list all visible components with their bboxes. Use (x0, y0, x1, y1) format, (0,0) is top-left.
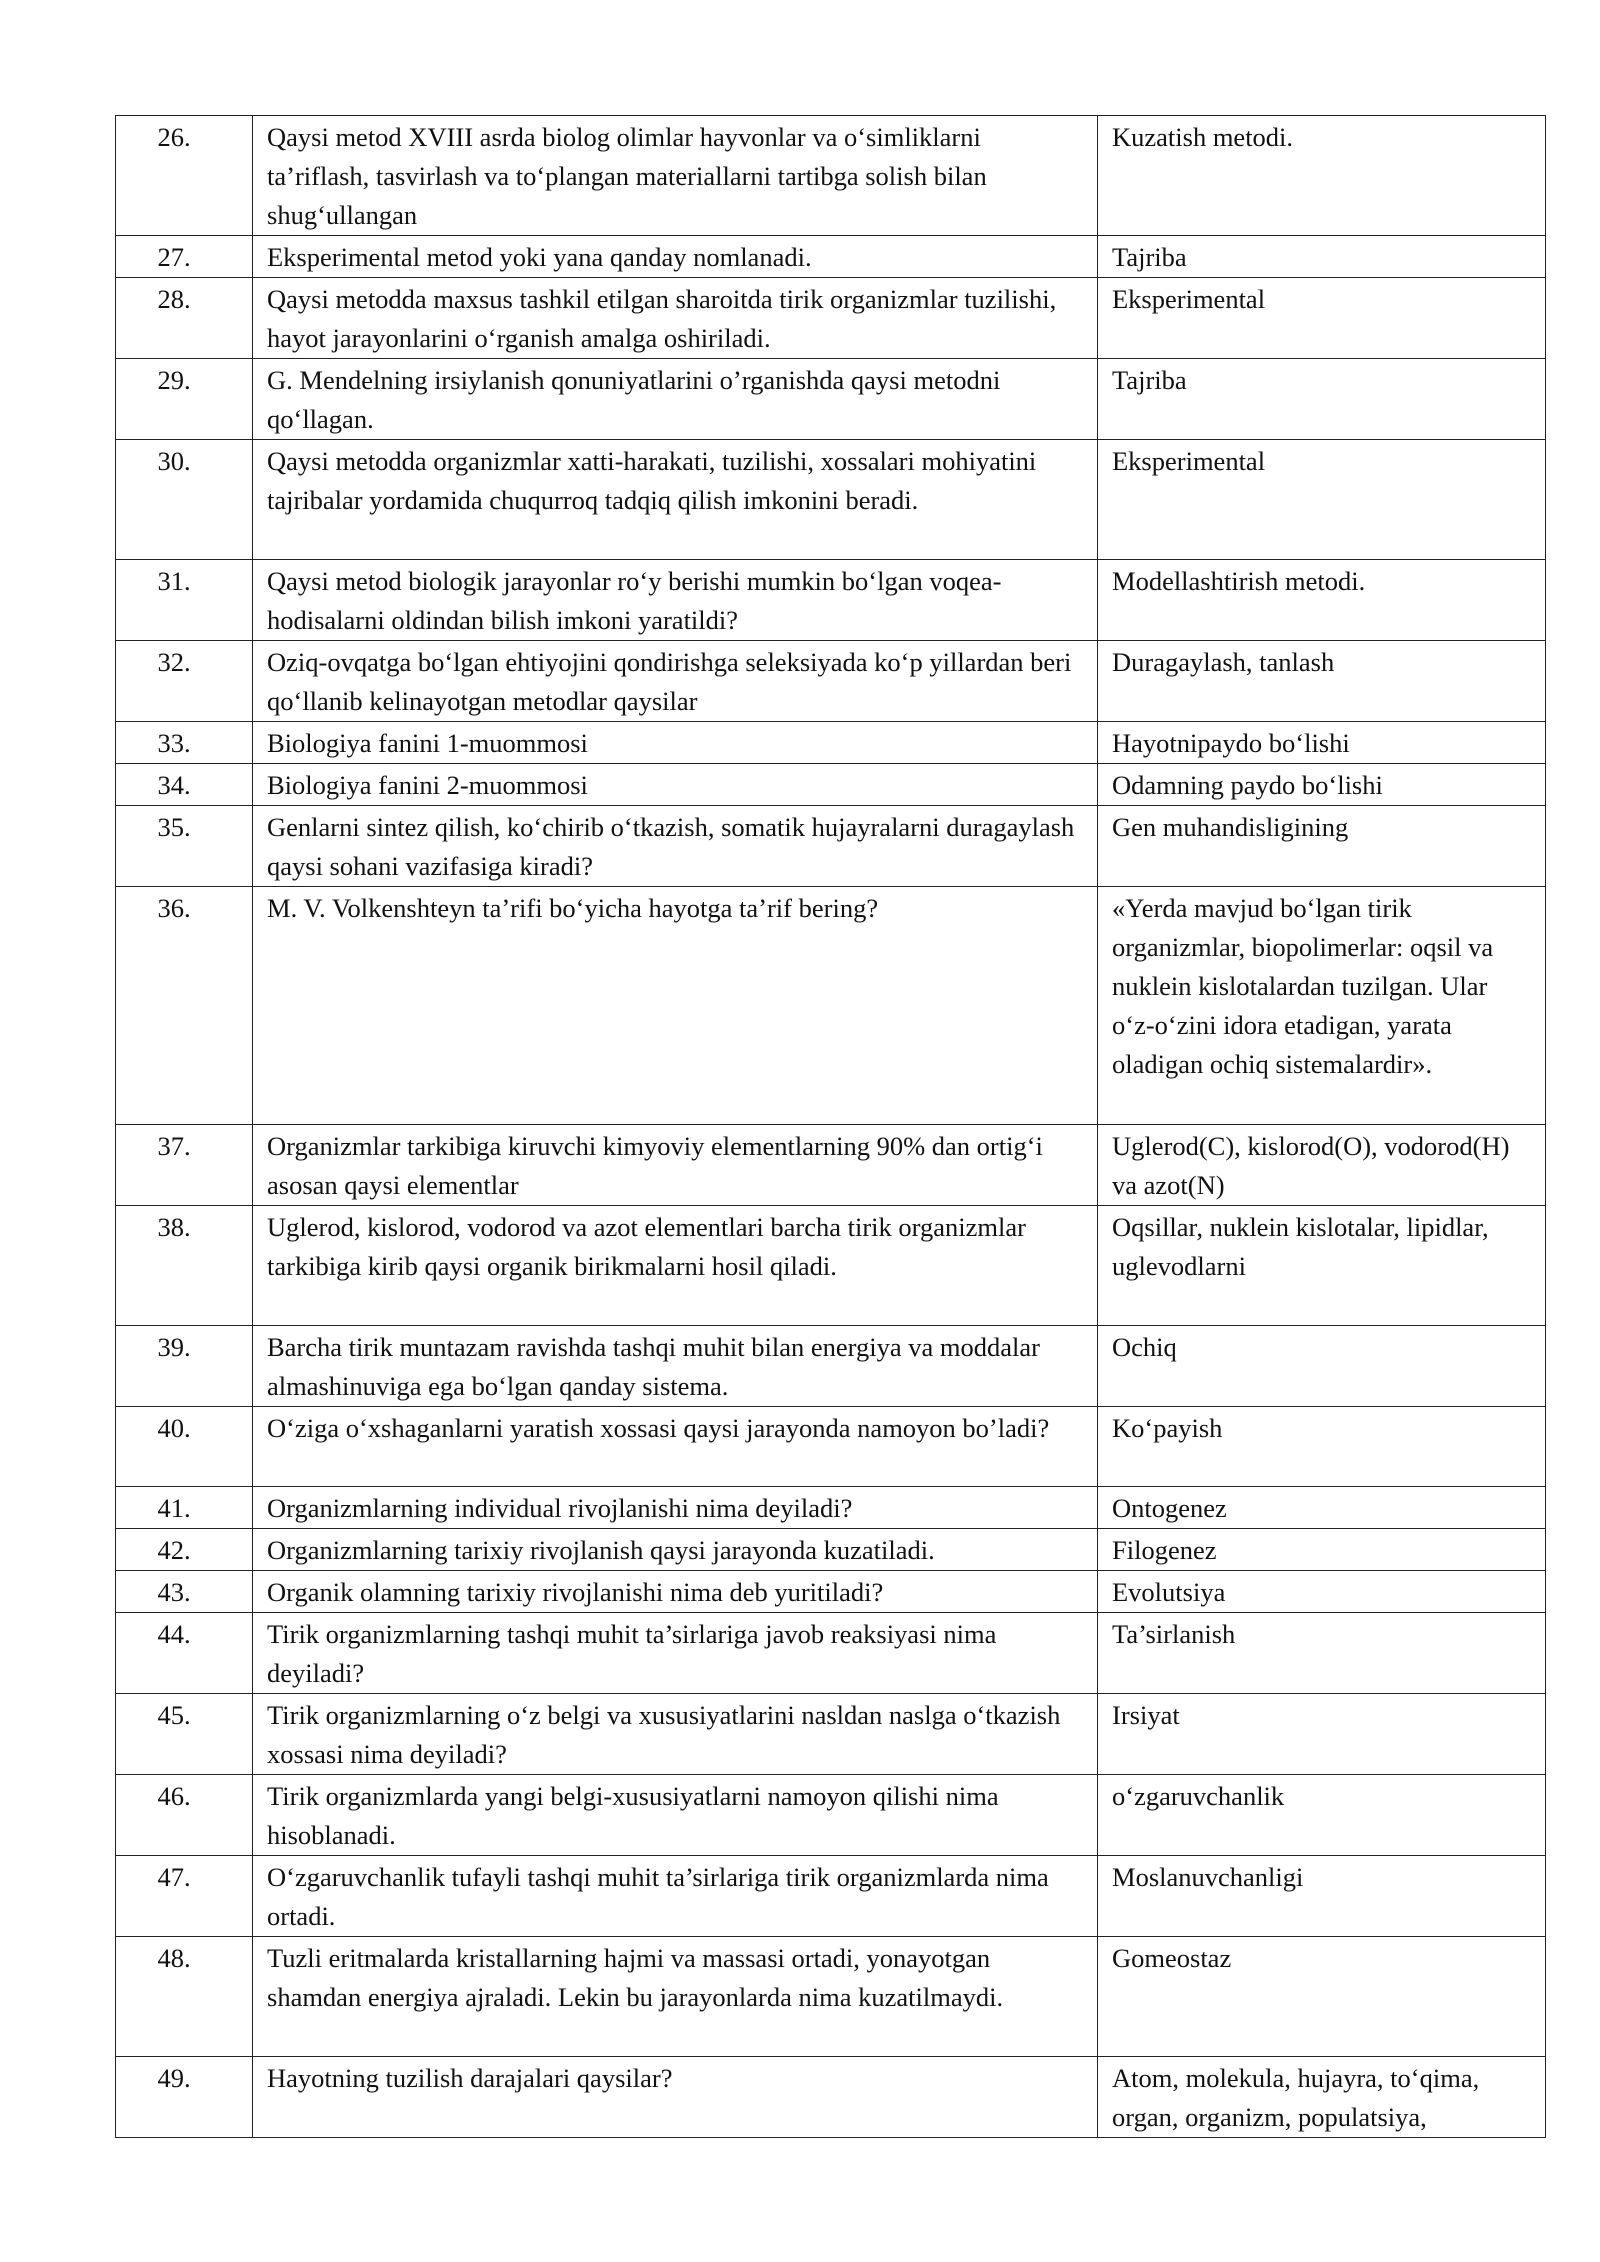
question-number: 42. (116, 1529, 253, 1571)
answer-text: Ochiq (1098, 1326, 1546, 1407)
table-row (116, 641, 1546, 722)
question-text: O‘zgaruvchanlik tufayli tashqi muhit ta’sirlariga tirik organizmlarda nima ortadi. (253, 1856, 1098, 1937)
table-row (116, 887, 1546, 1125)
answer-text: Gen muhandisligining (1098, 806, 1546, 887)
answer-text: Gomeostaz (1098, 1937, 1546, 2057)
question-number: 30. (116, 440, 253, 560)
answer-text: Hayotnipaydo bo‘lishi (1098, 722, 1546, 764)
table-row (116, 116, 1546, 236)
question-text: O‘ziga o‘xshaganlarni yaratish xossasi qaysi jarayonda namoyon bo’ladi? (253, 1407, 1098, 1487)
question-text: Oziq-ovqatga bo‘lgan ehtiyojini qondirishga seleksiyada ko‘p yillardan beri qo‘llanib kelinayotgan metodlar qaysilar (253, 641, 1098, 722)
answer-text: Uglerod(C), kislorod(O), vodorod(H) va azot(N) (1098, 1125, 1546, 1206)
answer-text: Odamning paydo bo‘lishi (1098, 764, 1546, 806)
question-text: Organizmlarning tarixiy rivojlanish qaysi jarayonda kuzatiladi. (253, 1529, 1098, 1571)
answer-text: Kuzatish metodi. (1098, 116, 1546, 236)
table-row (116, 1937, 1546, 2057)
table-row (116, 1694, 1546, 1775)
table-row (116, 764, 1546, 806)
question-number: 32. (116, 641, 253, 722)
answer-text: Tajriba (1098, 359, 1546, 440)
answer-text: Moslanuvchanligi (1098, 1856, 1546, 1937)
question-number: 36. (116, 887, 253, 1125)
table-row (116, 1529, 1546, 1571)
table-row (116, 1487, 1546, 1529)
answer-text: Ko‘payish (1098, 1407, 1546, 1487)
question-number: 49. (116, 2057, 253, 2138)
question-answer-table (115, 115, 1546, 2138)
answer-text: Filogenez (1098, 1529, 1546, 1571)
answer-text: Irsiyat (1098, 1694, 1546, 1775)
question-text: Tuzli eritmalarda kristallarning hajmi va massasi ortadi, yonayotgan shamdan energiya ajraladi. Lekin bu jarayonlarda nima kuzatilmaydi. (253, 1937, 1098, 2057)
question-number: 41. (116, 1487, 253, 1529)
table-row (116, 1206, 1546, 1326)
table-row (116, 440, 1546, 560)
question-text: Organik olamning tarixiy rivojlanishi nima deb yuritiladi? (253, 1571, 1098, 1613)
table-row (116, 1571, 1546, 1613)
question-number: 26. (116, 116, 253, 236)
answer-text: Evolutsiya (1098, 1571, 1546, 1613)
table-row (116, 359, 1546, 440)
question-number: 44. (116, 1613, 253, 1694)
table-row (116, 236, 1546, 278)
table-row (116, 278, 1546, 359)
question-number: 29. (116, 359, 253, 440)
answer-text: Eksperimental (1098, 440, 1546, 560)
table-row (116, 1407, 1546, 1487)
question-number: 48. (116, 1937, 253, 2057)
question-text: Organizmlarning individual rivojlanishi nima deyiladi? (253, 1487, 1098, 1529)
answer-text: o‘zgaruvchanlik (1098, 1775, 1546, 1856)
question-text: Tirik organizmlarda yangi belgi-xususiyatlarni namoyon qilishi nima hisoblanadi. (253, 1775, 1098, 1856)
question-number: 35. (116, 806, 253, 887)
table-row (116, 1125, 1546, 1206)
table-row (116, 1856, 1546, 1937)
table-row (116, 2057, 1546, 2138)
question-number: 34. (116, 764, 253, 806)
question-text: M. V. Volkenshteyn ta’rifi bo‘yicha hayotga ta’rif bering? (253, 887, 1098, 1125)
question-text: Qaysi metodda maxsus tashkil etilgan sharoitda tirik organizmlar tuzilishi, hayot jarayonlarini o‘rganish amalga oshiriladi. (253, 278, 1098, 359)
question-number: 31. (116, 560, 253, 641)
answer-text: Ontogenez (1098, 1487, 1546, 1529)
answer-text: Eksperimental (1098, 278, 1546, 359)
question-text: Eksperimental metod yoki yana qanday nomlanadi. (253, 236, 1098, 278)
question-text: Biologiya fanini 1-muommosi (253, 722, 1098, 764)
table-row (116, 1775, 1546, 1856)
question-number: 47. (116, 1856, 253, 1937)
question-text: Uglerod, kislorod, vodorod va azot elementlari barcha tirik organizmlar tarkibiga kirib qaysi organik birikmalarni hosil qiladi. (253, 1206, 1098, 1326)
question-text: Genlarni sintez qilish, ko‘chirib o‘tkazish, somatik hujayralarni duragaylash qaysi sohani vazifasiga kiradi? (253, 806, 1098, 887)
question-text: Organizmlar tarkibiga kiruvchi kimyoviy elementlarning 90% dan ortig‘i asosan qaysi elementlar (253, 1125, 1098, 1206)
question-number: 33. (116, 722, 253, 764)
question-number: 45. (116, 1694, 253, 1775)
table-row (116, 722, 1546, 764)
question-text: Biologiya fanini 2-muommosi (253, 764, 1098, 806)
question-text: Qaysi metodda organizmlar xatti-harakati, tuzilishi, xossalari mohiyatini tajribalar yordamida chuqurroq tadqiq qilish imkonini beradi. (253, 440, 1098, 560)
question-number: 46. (116, 1775, 253, 1856)
answer-text: Oqsillar, nuklein kislotalar, lipidlar, uglevodlarni (1098, 1206, 1546, 1326)
question-number: 40. (116, 1407, 253, 1487)
question-text: Tirik organizmlarning o‘z belgi va xususiyatlarini nasldan naslga o‘tkazish xossasi nima deyiladi? (253, 1694, 1098, 1775)
question-text: Qaysi metod XVIII asrda biolog olimlar hayvonlar va o‘simliklarni ta’riflash, tasvirlash va to‘plangan materiallarni tartibga solish bilan shug‘ullangan (253, 116, 1098, 236)
question-text: Tirik organizmlarning tashqi muhit ta’sirlariga javob reaksiyasi nima deyiladi? (253, 1613, 1098, 1694)
answer-text: Modellashtirish metodi. (1098, 560, 1546, 641)
answer-text: Tajriba (1098, 236, 1546, 278)
question-text: G. Mendelning irsiylanish qonuniyatlarini o’rganishda qaysi metodni qo‘llagan. (253, 359, 1098, 440)
question-text: Hayotning tuzilish darajalari qaysilar? (253, 2057, 1098, 2138)
table-body (116, 116, 1546, 2138)
table-row (116, 806, 1546, 887)
answer-text: Atom, molekula, hujayra, to‘qima, organ, organizm, populatsiya, (1098, 2057, 1546, 2138)
question-text: Barcha tirik muntazam ravishda tashqi muhit bilan energiya va moddalar almashinuviga ega bo‘lgan qanday sistema. (253, 1326, 1098, 1407)
table-row (116, 560, 1546, 641)
question-number: 38. (116, 1206, 253, 1326)
table-row (116, 1326, 1546, 1407)
document-page (115, 115, 1545, 2138)
question-text: Qaysi metod biologik jarayonlar ro‘y berishi mumkin bo‘lgan voqea-hodisalarni oldindan bilish imkoni yaratildi? (253, 560, 1098, 641)
answer-text: Duragaylash, tanlash (1098, 641, 1546, 722)
question-number: 37. (116, 1125, 253, 1206)
answer-text: Ta’sirlanish (1098, 1613, 1546, 1694)
question-number: 27. (116, 236, 253, 278)
question-number: 39. (116, 1326, 253, 1407)
question-number: 43. (116, 1571, 253, 1613)
question-number: 28. (116, 278, 253, 359)
table-row (116, 1613, 1546, 1694)
answer-text: «Yerda mavjud bo‘lgan tirik organizmlar, biopolimerlar: oqsil va nuklein kislotalardan tuzilgan. Ular o‘z-o‘zini idora etadigan, yarata oladigan ochiq sistemalardir». (1098, 887, 1546, 1125)
